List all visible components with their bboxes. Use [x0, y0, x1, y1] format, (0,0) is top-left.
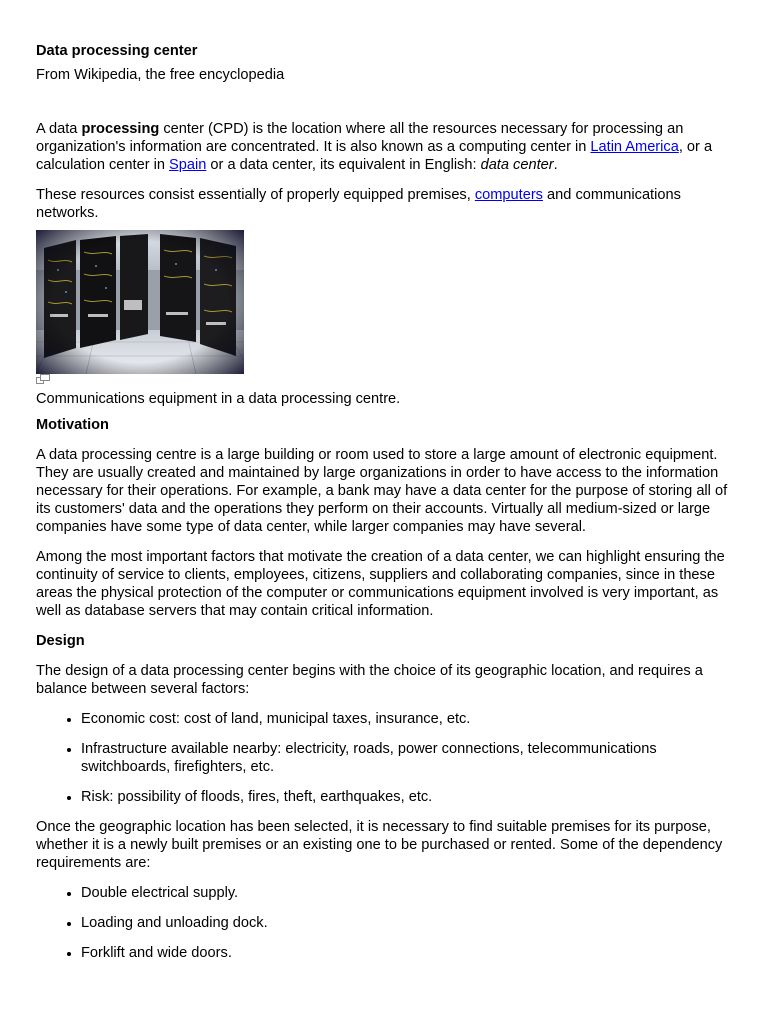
intro-paragraph-1	[36, 120, 734, 174]
intro-bold-term: processing	[81, 121, 160, 137]
intro-paragraph-2	[36, 186, 734, 222]
intro-text: center (CPD) is the location where all the resources necessary for processing an organization's information are concentrated. It is also known as a computing center in	[36, 121, 684, 155]
figure-caption: Communications equipment in a data processing centre.	[36, 391, 401, 407]
intro-text: , or a calculation center in	[36, 139, 713, 173]
section-heading-motivation: Motivation	[36, 417, 109, 433]
intro-text: or a data center, its equivalent in English:	[206, 157, 481, 173]
list-item: • Double electrical supply.	[81, 884, 734, 902]
link-computers[interactable]: computers	[474, 187, 543, 203]
list-item: • Loading and unloading dock.	[81, 914, 734, 932]
requirements-list	[36, 884, 734, 962]
factors-list	[36, 710, 734, 806]
list-item: • Infrastructure available nearby: electricity, roads, power connections, telecommunications switchboards, firefighters, etc.	[81, 740, 734, 776]
intro-text: .	[553, 157, 558, 173]
link-latin-america[interactable]: Latin America	[590, 139, 679, 155]
design-intro: The design of a data processing center begins with the choice of its geographic location, and requires a balance between several factors:	[36, 663, 703, 697]
list-item: • Risk: possibility of floods, fires, theft, earthquakes, etc.	[81, 788, 734, 806]
article-title: Data processing center	[36, 43, 198, 59]
intro-italic-term: data center	[480, 157, 554, 173]
intro-text: A data	[36, 121, 82, 137]
server-room-photo[interactable]	[36, 230, 244, 374]
section-heading-design: Design	[36, 633, 85, 649]
article-subtitle: From Wikipedia, the free encyclopedia	[36, 67, 285, 83]
intro-text: These resources consist essentially of properly equipped premises,	[36, 187, 475, 203]
design-after-paragraph: Once the geographic location has been selected, it is necessary to find suitable premises for its purpose, whether it is a newly built premises or an existing one to be purchased or rented. Some of the dependency requirements are:	[36, 819, 723, 871]
list-item: • Economic cost: cost of land, municipal taxes, insurance, etc.	[81, 710, 734, 728]
motivation-paragraph-2: Among the most important factors that motivate the creation of a data center, we can highlight ensuring the continuity of service to clients, employees, citizens, suppliers and collaborating companies, since in these areas the physical protection of the computer or communications equipment involved is very important, as well as database servers that may contain critical information.	[36, 549, 725, 619]
figure	[36, 230, 734, 408]
intro-text: networks.	[36, 205, 99, 221]
enlarge-icon[interactable]	[36, 374, 50, 384]
intro-text: and communications	[542, 187, 681, 203]
link-spain[interactable]: Spain	[169, 157, 207, 173]
list-item: • Forklift and wide doors.	[81, 944, 734, 962]
motivation-paragraph-1: A data processing centre is a large building or room used to store a large amount of electronic equipment. They are usually created and maintained by large organizations in order to have access to the information necessary for their operations. For example, a bank may have a data center for the purpose of storing all of its customers' data and the operations they perform on their accounts. Virtually all medium-sized or large companies have some type of data center, while larger companies may have several.	[36, 447, 728, 535]
